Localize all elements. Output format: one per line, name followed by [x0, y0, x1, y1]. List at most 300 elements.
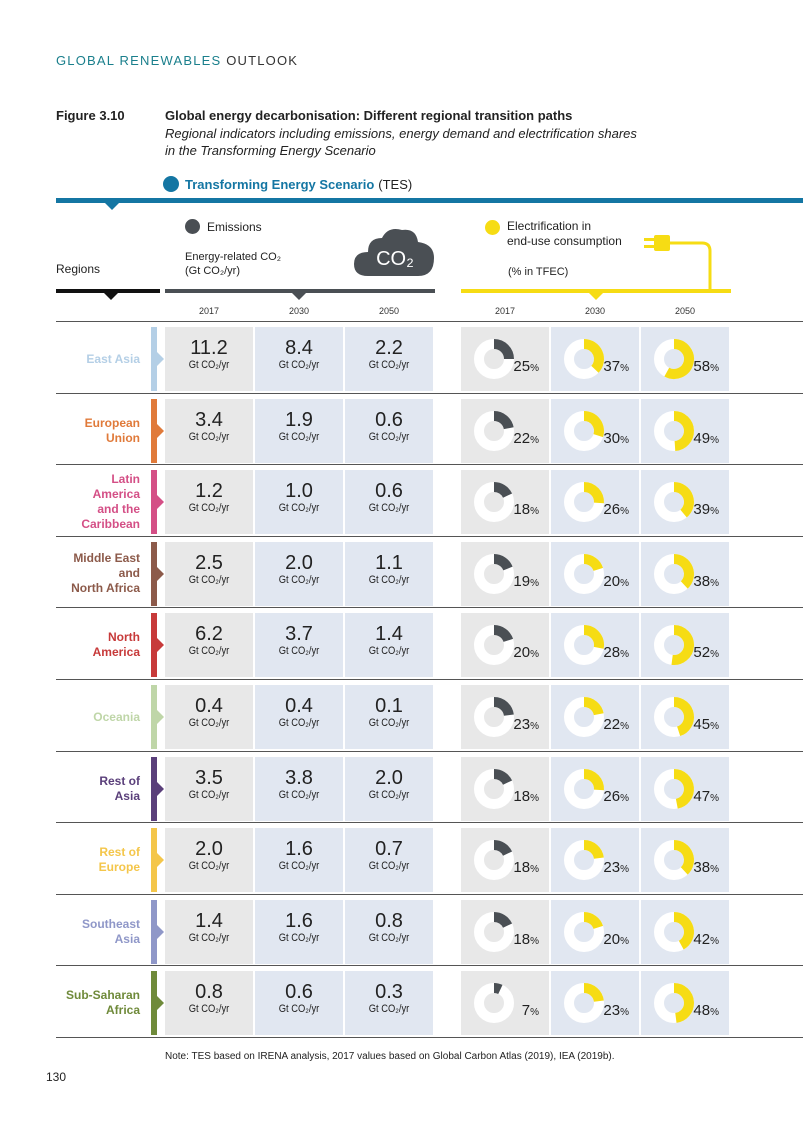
donut-share-arc	[674, 559, 689, 585]
emissions-cell	[165, 470, 253, 534]
emissions-cell	[345, 900, 433, 964]
electrification-cell	[641, 542, 729, 606]
scenario-bar	[56, 198, 803, 203]
emissions-value-group	[345, 552, 433, 586]
emissions-unit: Gt CO₂/yr	[368, 860, 410, 873]
region-name-line: European	[84, 415, 140, 430]
electrification-pct	[603, 644, 629, 661]
electrification-donut	[652, 623, 696, 667]
row-divider	[56, 393, 803, 394]
electrification-pct-value: 23	[513, 716, 531, 733]
donut-share-arc	[672, 630, 689, 660]
row-divider	[56, 822, 803, 823]
region-name-line: Asia	[114, 931, 140, 946]
emissions-desc-line2: (Gt CO₂/yr)	[185, 265, 240, 277]
emissions-pointer-icon	[292, 293, 306, 300]
electrification-pct	[693, 358, 719, 375]
electrification-cell	[551, 971, 639, 1035]
electrification-label-line2: end-use consumption	[507, 234, 622, 248]
donut-share-arc	[494, 702, 509, 715]
year-label-el-2050: 2050	[674, 306, 696, 316]
region-name-line: Union	[106, 430, 140, 445]
emissions-cell	[345, 757, 433, 821]
emissions-value: 3.7	[285, 623, 313, 646]
row-divider	[56, 751, 803, 752]
electrification-pct	[603, 573, 629, 590]
percent-sign: %	[530, 864, 539, 876]
emissions-cell	[345, 327, 433, 391]
emissions-value: 0.6	[375, 408, 403, 431]
emissions-unit: Gt CO₂/yr	[188, 573, 230, 586]
emissions-cell	[165, 613, 253, 677]
donut-share-arc	[494, 416, 509, 428]
region-pointer-icon	[157, 638, 164, 652]
emissions-value: 3.5	[195, 766, 223, 789]
electrification-cell	[641, 399, 729, 463]
year-label-el-2017: 2017	[494, 306, 516, 316]
percent-sign: %	[620, 721, 629, 732]
electrification-cell	[461, 685, 549, 749]
electrification-cell	[461, 399, 549, 463]
electrification-pointer-icon	[589, 293, 603, 300]
emissions-cell	[165, 685, 253, 749]
donut-share-arc	[674, 845, 689, 871]
emissions-value: 0.4	[285, 695, 313, 717]
scenario-legend	[163, 176, 412, 192]
region-name	[54, 416, 140, 446]
region-name-line: Southeast	[81, 916, 140, 931]
page-number: 130	[46, 1070, 67, 1084]
electrification-donut	[562, 623, 606, 667]
electrification-donut	[472, 767, 516, 811]
emissions-cell	[345, 542, 433, 606]
emissions-value: 1.4	[375, 623, 403, 646]
region-name-line: Latin	[111, 472, 140, 487]
emissions-value-group	[255, 552, 343, 586]
region-name	[54, 472, 140, 532]
electrification-pct	[603, 788, 629, 805]
percent-sign: %	[530, 649, 539, 661]
year-label-em-2017: 2017	[198, 306, 220, 316]
electrification-pct-value: 47	[693, 787, 711, 805]
emissions-value-group	[255, 910, 343, 944]
emissions-value-group	[345, 695, 433, 729]
emissions-value: 1.4	[195, 909, 223, 932]
electrification-pct-value: 23	[603, 1002, 621, 1020]
electrification-pct	[603, 859, 629, 876]
electrification-pct-value: 18	[513, 859, 531, 877]
electrification-donut	[652, 767, 696, 811]
electrification-cell	[461, 542, 549, 606]
row-divider	[56, 679, 803, 680]
emissions-unit: Gt CO₂/yr	[278, 573, 320, 586]
electrification-pct-value: 20	[513, 644, 531, 662]
emissions-value-group	[345, 480, 433, 514]
emissions-value-group	[165, 623, 253, 657]
electrification-pct-value: 26	[603, 787, 621, 805]
electrification-cell	[551, 685, 639, 749]
electrification-pct	[693, 1002, 719, 1019]
electrification-donut	[562, 409, 606, 453]
electrification-pct	[603, 1002, 629, 1019]
emissions-value-group	[345, 981, 433, 1015]
emissions-cell	[255, 685, 343, 749]
electrification-pct-value: 18	[513, 787, 531, 805]
region-pointer-icon	[157, 853, 164, 867]
emissions-unit: Gt CO₂/yr	[278, 788, 320, 801]
emissions-unit: Gt CO₂/yr	[278, 860, 320, 873]
emissions-value: 0.8	[195, 981, 223, 1004]
row-divider-bottom	[56, 1037, 803, 1038]
co2-cloud-text: CO₂	[376, 248, 414, 270]
row-divider	[56, 965, 803, 966]
emissions-value: 2.0	[195, 838, 223, 861]
figure-label: Figure 3.10	[56, 108, 125, 123]
percent-sign: %	[530, 721, 539, 732]
emissions-value-group	[255, 480, 343, 514]
scenario-pointer-icon	[104, 202, 120, 210]
percent-sign: %	[530, 363, 539, 374]
emissions-dot-icon	[185, 219, 200, 234]
electrification-donut	[562, 767, 606, 811]
percent-sign: %	[620, 577, 629, 589]
electrification-cell	[461, 757, 549, 821]
electrification-pct	[603, 501, 629, 518]
emissions-value: 0.4	[195, 695, 223, 717]
emissions-unit: Gt CO₂/yr	[188, 645, 230, 658]
emissions-value-group	[165, 552, 253, 586]
emissions-unit: Gt CO₂/yr	[188, 860, 230, 873]
emissions-value-group	[255, 838, 343, 872]
region-name-line: Oceania	[93, 709, 140, 724]
donut-share-arc	[584, 774, 599, 790]
electrification-donut	[652, 409, 696, 453]
row-divider	[56, 321, 803, 322]
electrification-cell	[551, 900, 639, 964]
emissions-unit: Gt CO₂/yr	[368, 573, 410, 586]
percent-sign: %	[620, 363, 629, 374]
emissions-unit: Gt CO₂/yr	[188, 359, 230, 371]
plug-icon	[640, 232, 716, 294]
region-name	[54, 551, 140, 596]
emissions-unit: Gt CO₂/yr	[188, 931, 230, 944]
emissions-value-group	[165, 767, 253, 801]
emissions-value: 1.1	[375, 551, 403, 574]
electrification-donut	[652, 337, 696, 381]
emissions-value-group	[165, 838, 253, 872]
emissions-cell	[345, 971, 433, 1035]
percent-sign: %	[710, 864, 719, 876]
region-pointer-icon	[157, 424, 164, 438]
emissions-cell	[165, 971, 253, 1035]
co2-cloud-icon	[352, 224, 436, 280]
region-name	[54, 710, 140, 725]
percent-sign: %	[710, 506, 719, 518]
region-name-line: America	[92, 487, 140, 502]
electrification-cell	[461, 613, 549, 677]
region-name-line: Rest of	[99, 773, 140, 788]
electrification-desc: (% in TFEC)	[508, 266, 569, 278]
electrification-pct	[513, 430, 539, 447]
donut-share-arc	[674, 917, 689, 945]
emissions-value: 1.2	[195, 480, 223, 503]
electrification-pct-value: 37	[603, 358, 621, 375]
emissions-value-group	[345, 409, 433, 443]
electrification-donut	[472, 409, 516, 453]
region-name	[54, 630, 140, 660]
region-name-line: and the	[97, 502, 140, 517]
donut-share-arc	[494, 845, 508, 854]
emissions-value-group	[255, 409, 343, 443]
electrification-pct	[513, 501, 539, 518]
electrification-cell	[551, 470, 639, 534]
region-name-line: Sub-Saharan	[65, 988, 140, 1003]
percent-sign: %	[710, 363, 719, 374]
region-pointer-icon	[157, 567, 164, 581]
emissions-value-group	[345, 838, 433, 872]
percent-sign: %	[530, 792, 539, 804]
emissions-cell	[165, 828, 253, 892]
figure-subtitle-line1: Regional indicators including emissions, energy demand and electrification shares	[165, 126, 637, 141]
emissions-cell	[345, 685, 433, 749]
electrification-cell	[551, 613, 639, 677]
percent-sign: %	[620, 506, 629, 518]
emissions-unit: Gt CO₂/yr	[368, 931, 410, 944]
region-pointer-icon	[157, 352, 164, 366]
donut-share-arc	[494, 774, 508, 783]
electrification-pct-value: 20	[603, 572, 621, 590]
region-name	[54, 352, 140, 367]
emissions-value: 2.2	[375, 337, 403, 359]
percent-sign: %	[710, 1007, 719, 1019]
emissions-unit: Gt CO₂/yr	[278, 1003, 320, 1016]
electrification-pct-value: 25	[513, 358, 531, 375]
scenario-abbr: (TES)	[378, 176, 413, 192]
electrification-pct-value: 45	[693, 716, 711, 733]
emissions-value: 0.6	[285, 981, 313, 1004]
emissions-value: 3.8	[285, 766, 313, 789]
emissions-value: 0.1	[375, 695, 403, 717]
electrification-pct	[693, 573, 719, 590]
figure-subtitle	[165, 125, 725, 159]
electrification-pct	[693, 644, 719, 661]
electrification-pct	[513, 788, 539, 805]
region-pointer-icon	[157, 925, 164, 939]
emissions-unit: Gt CO₂/yr	[368, 645, 410, 658]
electrification-pct	[603, 931, 629, 948]
emissions-unit: Gt CO₂/yr	[368, 788, 410, 801]
percent-sign: %	[710, 721, 719, 732]
electrification-pct	[693, 716, 719, 733]
emissions-unit: Gt CO₂/yr	[188, 788, 230, 801]
electrification-pct-value: 30	[603, 429, 621, 447]
region-name	[54, 845, 140, 875]
percent-sign: %	[530, 1007, 539, 1019]
donut-share-arc	[674, 487, 689, 514]
emissions-value: 1.0	[285, 480, 313, 503]
region-name-line: Rest of	[99, 845, 140, 860]
electrification-cell	[641, 900, 729, 964]
percent-sign: %	[620, 792, 629, 804]
electrification-donut	[472, 910, 516, 954]
electrification-pct	[603, 430, 629, 447]
year-label-em-2030: 2030	[288, 306, 310, 316]
donut-share-arc	[584, 487, 599, 503]
percent-sign: %	[620, 864, 629, 876]
year-label-em-2050: 2050	[378, 306, 400, 316]
electrification-cell	[461, 470, 549, 534]
emissions-unit: Gt CO₂/yr	[278, 502, 320, 515]
electrification-cell	[641, 327, 729, 391]
electrification-donut	[472, 337, 516, 381]
scenario-dot-icon	[163, 176, 179, 192]
figure-subtitle-line2: in the Transforming Energy Scenario	[165, 143, 376, 158]
emissions-value: 11.2	[190, 337, 228, 359]
emissions-value: 2.0	[285, 551, 313, 574]
emissions-legend	[185, 219, 262, 234]
page-header	[56, 53, 298, 68]
electrification-pct	[513, 859, 539, 876]
region-pointer-icon	[157, 710, 164, 724]
percent-sign: %	[620, 649, 629, 661]
electrification-donut	[652, 838, 696, 882]
row-divider	[56, 536, 803, 537]
electrification-pct-value: 23	[603, 859, 621, 877]
region-pointer-icon	[157, 495, 164, 509]
emissions-cell	[345, 828, 433, 892]
emissions-value: 0.8	[375, 909, 403, 932]
emissions-unit: Gt CO₂/yr	[368, 359, 410, 371]
emissions-unit: Gt CO₂/yr	[278, 931, 320, 944]
emissions-cell	[255, 399, 343, 463]
emissions-cell	[255, 327, 343, 391]
region-name-line: North	[108, 630, 140, 645]
electrification-pct	[603, 358, 629, 375]
electrification-donut	[562, 480, 606, 524]
electrification-pct	[693, 430, 719, 447]
percent-sign: %	[530, 577, 539, 589]
regions-pointer-icon	[104, 293, 118, 300]
header-part1: GLOBAL RENEWABLES	[56, 53, 222, 68]
year-label-el-2030: 2030	[584, 306, 606, 316]
emissions-unit: Gt CO₂/yr	[278, 359, 320, 371]
donut-share-arc	[584, 988, 599, 1001]
percent-sign: %	[710, 935, 719, 947]
electrification-cell	[461, 828, 549, 892]
emissions-unit: Gt CO₂/yr	[368, 717, 410, 729]
donut-share-arc	[674, 416, 689, 446]
electrification-cell	[641, 613, 729, 677]
region-pointer-icon	[157, 782, 164, 796]
electrification-donut	[562, 337, 606, 381]
electrification-cell	[551, 399, 639, 463]
percent-sign: %	[530, 506, 539, 518]
regions-label: Regions	[56, 262, 101, 276]
electrification-pct-value: 22	[603, 716, 621, 733]
emissions-cell	[165, 542, 253, 606]
emissions-desc	[185, 250, 281, 278]
percent-sign: %	[710, 577, 719, 589]
emissions-unit: Gt CO₂/yr	[368, 502, 410, 515]
electrification-pct	[513, 358, 539, 375]
region-name	[54, 917, 140, 947]
emissions-cell	[255, 470, 343, 534]
electrification-donut	[472, 838, 516, 882]
row-divider	[56, 464, 803, 465]
percent-sign: %	[710, 649, 719, 661]
electrification-pct-value: 48	[693, 1002, 711, 1020]
donut-share-arc	[494, 344, 509, 359]
emissions-value-group	[345, 910, 433, 944]
electrification-donut	[472, 552, 516, 596]
emissions-unit: Gt CO₂/yr	[278, 645, 320, 658]
emissions-value-group	[255, 623, 343, 657]
electrification-donut	[562, 838, 606, 882]
emissions-unit: Gt CO₂/yr	[278, 430, 320, 443]
emissions-unit: Gt CO₂/yr	[188, 430, 230, 443]
emissions-cell	[165, 900, 253, 964]
electrification-donut	[472, 480, 516, 524]
donut-share-arc	[584, 344, 599, 369]
emissions-value-group	[255, 981, 343, 1015]
region-name-line: Europe	[98, 860, 140, 875]
donut-share-arc	[674, 774, 689, 804]
donut-share-arc	[494, 487, 508, 496]
emissions-cell	[345, 399, 433, 463]
percent-sign: %	[620, 935, 629, 947]
electrification-legend	[485, 219, 622, 249]
percent-sign: %	[710, 792, 719, 804]
emissions-cell	[165, 399, 253, 463]
electrification-cell	[641, 685, 729, 749]
emissions-cell	[255, 900, 343, 964]
emissions-value: 3.4	[195, 408, 223, 431]
emissions-unit: Gt CO₂/yr	[368, 1003, 410, 1016]
donut-share-arc	[584, 630, 599, 648]
donut-share-arc	[584, 416, 599, 436]
electrification-pct-value: 26	[603, 501, 621, 519]
region-name-line: North Africa	[71, 581, 140, 596]
emissions-cell	[345, 470, 433, 534]
emissions-value: 2.0	[375, 766, 403, 789]
donut-share-arc	[494, 559, 508, 568]
donut-share-arc	[584, 845, 599, 858]
emissions-unit: Gt CO₂/yr	[368, 430, 410, 443]
electrification-pct-value: 52	[693, 644, 711, 662]
emissions-value: 0.7	[375, 838, 403, 861]
electrification-cell	[461, 900, 549, 964]
electrification-pct	[693, 501, 719, 518]
electrification-pct-value: 19	[513, 572, 531, 590]
electrification-cell	[551, 327, 639, 391]
region-name-line: Caribbean	[81, 517, 140, 532]
region-name	[54, 988, 140, 1018]
emissions-value-group	[255, 337, 343, 371]
emissions-value-group	[165, 910, 253, 944]
emissions-value-group	[345, 623, 433, 657]
electrification-donut	[652, 910, 696, 954]
percent-sign: %	[530, 935, 539, 947]
emissions-cell	[255, 542, 343, 606]
electrification-pct	[693, 788, 719, 805]
electrification-donut	[562, 695, 606, 739]
electrification-pct-value: 38	[693, 859, 711, 877]
percent-sign: %	[620, 434, 629, 446]
region-name	[54, 774, 140, 804]
electrification-pct-value: 39	[693, 501, 711, 519]
electrification-pct	[693, 931, 719, 948]
electrification-label-line1: Electrification in	[507, 219, 592, 233]
